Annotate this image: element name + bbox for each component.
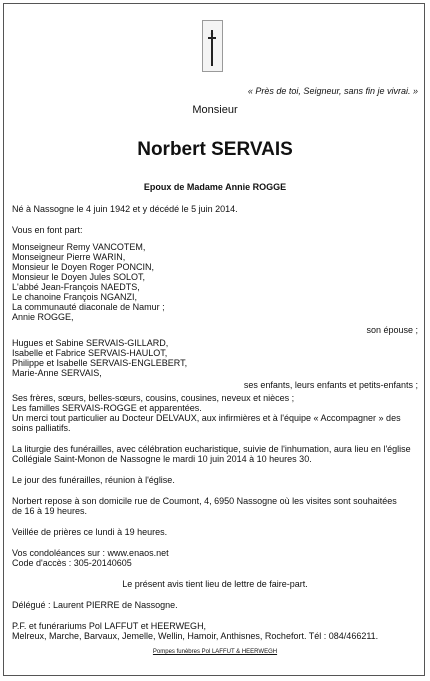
child-line: Hugues et Sabine SERVAIS-GILLARD, [12, 338, 169, 348]
cross-icon [203, 21, 222, 71]
clergy-line: Le chanoine François NGANZI, [12, 292, 138, 302]
intro: Vous en font part: [12, 225, 83, 235]
clergy-line: Monsieur le Doyen Jules SOLOT, [12, 272, 146, 282]
spouse-line: Epoux de Madame Annie ROGGE [143, 182, 287, 192]
clergy-line: Annie ROGGE, [12, 312, 74, 322]
liturgy-line: Collégiale Saint-Monon de Nassogne le mardi 10 juin 2014 à 10 heures 30. [12, 454, 312, 464]
wife-role: son épouse ; [366, 325, 418, 335]
child-line: Philippe et Isabelle SERVAIS-ENGLEBERT, [12, 358, 188, 368]
notice: Le présent avis tient lieu de lettre de faire-part. [122, 579, 308, 589]
child-line: Isabelle et Fabrice SERVAIS-HAULOT, [12, 348, 168, 358]
clergy-line: La communauté diaconale de Namur ; [12, 302, 165, 312]
condolences-site: Vos condoléances sur : www.enaos.net [12, 548, 169, 558]
footer-link[interactable]: Pompes funèbres Pol LAFFUT & HEERWEGH [152, 649, 278, 655]
child-line: Marie-Anne SERVAIS, [12, 368, 102, 378]
rest-line: de 16 à 19 heures. [12, 506, 88, 516]
family-line: soins palliatifs. [12, 423, 71, 433]
undertaker-line: P.F. et funérariums Pol LAFFUT et HEERWEGH, [12, 621, 207, 631]
cross-emblem [202, 20, 223, 72]
clergy-line: Monseigneur Remy VANCOTEM, [12, 242, 146, 252]
rest-line: Norbert repose à son domicile rue de Coumont, 4, 6950 Nassogne où les visites sont souhaitées [12, 496, 397, 506]
vigil: Veillée de prières ce lundi à 19 heures. [12, 527, 168, 537]
clergy-line: Monsieur le Doyen Roger PONCIN, [12, 262, 155, 272]
quote: « Près de toi, Seigneur, sans fin je vivrai. » [247, 86, 418, 96]
deceased-name: Norbert SERVAIS [137, 139, 293, 160]
family-line: Un merci tout particulier au Docteur DELVAUX, aux infirmières et à l'équipe « Accompagner » des [12, 413, 401, 423]
access-code: Code d'accès : 305-20140605 [12, 558, 132, 568]
clergy-line: Monseigneur Pierre WARIN, [12, 252, 126, 262]
liturgy-line: La liturgie des funérailles, avec célébration eucharistique, suivie de l'inhumation, aura lieu en l'église [12, 444, 411, 454]
undertaker-line: Melreux, Marche, Barvaux, Jemelle, Wellin, Hamoir, Anthisnes, Rochefort. Tél : 084/466211. [12, 631, 379, 641]
family-line: Ses frères, sœurs, belles-sœurs, cousins, cousines, neveux et nièces ; [12, 393, 295, 403]
reunion: Le jour des funérailles, réunion à l'église. [12, 475, 175, 485]
birth-death: Né à Nassogne le 4 juin 1942 et y décédé le 5 juin 2014. [12, 204, 238, 214]
clergy-line: L'abbé Jean-François NAEDTS, [12, 282, 140, 292]
family-line: Les familles SERVAIS-ROGGE et apparentées. [12, 403, 202, 413]
delegate: Délégué : Laurent PIERRE de Nassogne. [12, 600, 178, 610]
honorific: Monsieur [192, 104, 238, 116]
children-role: ses enfants, leurs enfants et petits-enfants ; [243, 380, 418, 390]
